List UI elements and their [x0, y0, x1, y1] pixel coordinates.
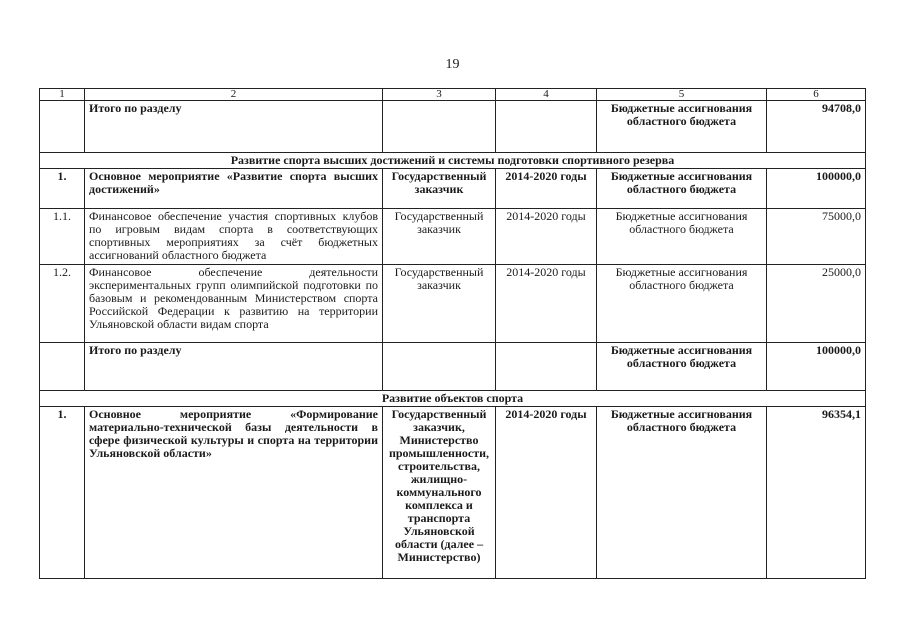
amount-cell: 96354,1 [767, 407, 866, 579]
activity-number: 1. [40, 407, 85, 579]
funding-source-cell: Бюджетные ассигнования областного бюджета [597, 343, 767, 391]
column-numbers-row [40, 89, 866, 101]
section-title: Развитие спорта высших достижений и системы подготовки спортивного резерва [40, 153, 866, 169]
funding-source-cell: Бюджетные ассигнования областного бюджета [597, 101, 767, 153]
customer-cell: Государственный заказчик, Министерство промышленности, строительства, жилищно-коммунального комплекса и транспорта Ульяновской области (далее – Министерство) [383, 407, 496, 579]
column-number: 5 [597, 89, 767, 101]
activity-row [40, 169, 866, 209]
column-number: 2 [85, 89, 383, 101]
period-cell: 2014-2020 годы [496, 209, 597, 265]
program-table [39, 88, 866, 579]
section-total-row [40, 101, 866, 153]
column-number: 3 [383, 89, 496, 101]
activity-number: 1.1. [40, 209, 85, 265]
funding-source-cell: Бюджетные ассигнования областного бюджета [597, 407, 767, 579]
funding-source-cell: Бюджетные ассигнования областного бюджета [597, 209, 767, 265]
activity-name: Финансовое обеспечение участия спортивных клубов по игровым видам спорта в соответствующих спортивных мероприятиях за счёт бюджетных ассигнований областного бюджета [85, 209, 383, 265]
amount-cell: 75000,0 [767, 209, 866, 265]
activity-row [40, 407, 866, 579]
amount-cell: 94708,0 [767, 101, 866, 153]
period-cell [496, 343, 597, 391]
funding-source-cell: Бюджетные ассигнования областного бюджета [597, 169, 767, 209]
activity-name: Основное мероприятие «Формирование материально-технической базы деятельности в сфере физической культуры и спорта на территории Ульяновской области» [85, 407, 383, 579]
activity-name: Основное мероприятие «Развитие спорта высших достижений» [85, 169, 383, 209]
section-header-row [40, 153, 866, 169]
column-number: 6 [767, 89, 866, 101]
section-header-row [40, 391, 866, 407]
customer-cell [383, 101, 496, 153]
period-cell: 2014-2020 годы [496, 265, 597, 343]
section-total-row [40, 343, 866, 391]
activity-number [40, 101, 85, 153]
activity-name: Итого по разделу [85, 101, 383, 153]
customer-cell [383, 343, 496, 391]
activity-number: 1.2. [40, 265, 85, 343]
funding-source-cell: Бюджетные ассигнования областного бюджета [597, 265, 767, 343]
period-cell [496, 101, 597, 153]
activity-name: Финансовое обеспечение деятельности экспериментальных групп олимпийской подготовки по базовым и рекомендованным Министерством спорта Российской Федерации к развитию на территории Ульяновской области видам спорта [85, 265, 383, 343]
period-cell: 2014-2020 годы [496, 407, 597, 579]
activity-number [40, 343, 85, 391]
column-number: 4 [496, 89, 597, 101]
section-title: Развитие объектов спорта [40, 391, 866, 407]
amount-cell: 100000,0 [767, 343, 866, 391]
period-cell: 2014-2020 годы [496, 169, 597, 209]
page-number: 19 [445, 57, 460, 72]
amount-cell: 25000,0 [767, 265, 866, 343]
activity-row [40, 265, 866, 343]
activity-name: Итого по разделу [85, 343, 383, 391]
activity-number: 1. [40, 169, 85, 209]
activity-row [40, 209, 866, 265]
customer-cell: Государственный заказчик [383, 209, 496, 265]
amount-cell: 100000,0 [767, 169, 866, 209]
customer-cell: Государственный заказчик [383, 169, 496, 209]
column-number: 1 [40, 89, 85, 101]
customer-cell: Государственный заказчик [383, 265, 496, 343]
